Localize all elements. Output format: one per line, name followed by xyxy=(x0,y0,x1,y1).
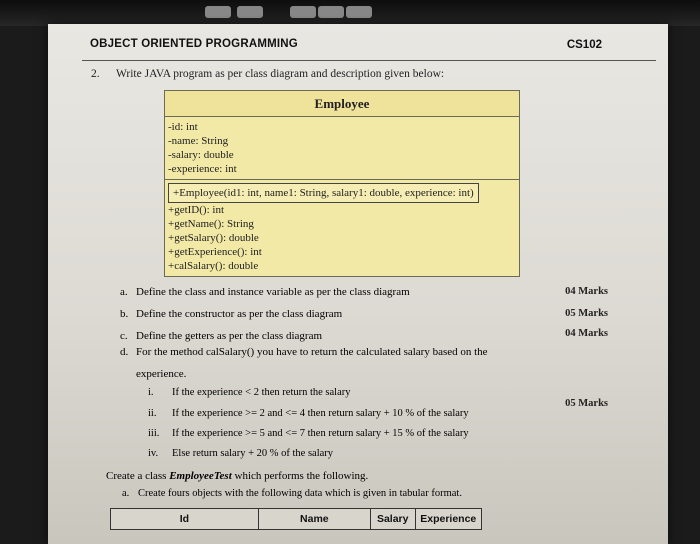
screen-glare xyxy=(205,6,231,18)
create-class-text: Create a class EmployeeTest which performs the following. xyxy=(106,470,369,482)
exam-paper xyxy=(48,24,668,544)
monitor-bezel xyxy=(0,0,700,26)
uml-attribute: -name: String xyxy=(168,135,229,147)
uml-class-name: Employee xyxy=(165,91,519,117)
uml-method: +getName(): String xyxy=(168,218,254,230)
screen-glare xyxy=(290,6,316,18)
part-b: b. Define the constructor as per the class diagram xyxy=(120,308,343,320)
course-title: OBJECT ORIENTED PROGRAMMING xyxy=(90,38,298,50)
uml-class-diagram xyxy=(164,90,520,277)
marks-label: 05 Marks xyxy=(565,308,608,319)
table-header-cell: Id xyxy=(111,509,259,529)
marks-label: 04 Marks xyxy=(565,286,608,297)
part-c: c. Define the getters as per the class diagram xyxy=(120,330,323,342)
part-a: a. Define the class and instance variable as per the class diagram xyxy=(120,286,410,298)
uml-attributes xyxy=(165,117,519,180)
uml-attribute: -experience: int xyxy=(168,163,237,175)
uml-method: +getID(): int xyxy=(168,204,224,216)
uml-attribute: -id: int xyxy=(168,121,198,133)
create-objects-text: a. Create fours objects with the following data which is given in tabular format. xyxy=(122,488,462,499)
table-header-cell: Name xyxy=(259,509,371,529)
screen-glare xyxy=(346,6,372,18)
header-divider xyxy=(82,60,656,61)
screen-glare xyxy=(318,6,344,18)
condition-iii: iii. If the experience >= 5 and <= 7 then return salary + 15 % of the salary xyxy=(148,428,469,439)
uml-attribute: -salary: double xyxy=(168,149,234,161)
data-table-header xyxy=(110,508,482,530)
screen-glare xyxy=(237,6,263,18)
question-number: 2. xyxy=(91,68,100,80)
uml-method: +calSalary(): double xyxy=(168,260,259,272)
condition-ii: ii. If the experience >= 2 and <= 4 then return salary + 10 % of the salary xyxy=(148,408,469,419)
uml-method: +getExperience(): int xyxy=(168,246,262,258)
table-header-cell: Salary xyxy=(371,509,416,529)
table-header-cell: Experience xyxy=(420,513,477,525)
marks-label: 04 Marks xyxy=(565,328,608,339)
condition-iv: iv. Else return salary + 20 % of the salary xyxy=(148,448,334,459)
course-code: CS102 xyxy=(566,39,602,51)
condition-i: i. If the experience < 2 then return the salary xyxy=(148,387,351,398)
question-text: Write JAVA program as per class diagram and description given below: xyxy=(116,68,445,80)
uml-method: +getSalary(): double xyxy=(168,232,259,244)
marks-label: 05 Marks xyxy=(565,398,608,409)
constructor-box: +Employee(id1: int, name1: String, salary1: double, experience: int) xyxy=(168,183,479,203)
uml-constructor xyxy=(168,183,519,203)
part-d-cont: experience. xyxy=(136,368,187,380)
uml-methods xyxy=(165,180,519,276)
part-d: d. For the method calSalary() you have to return the calculated salary based on the xyxy=(120,346,488,358)
